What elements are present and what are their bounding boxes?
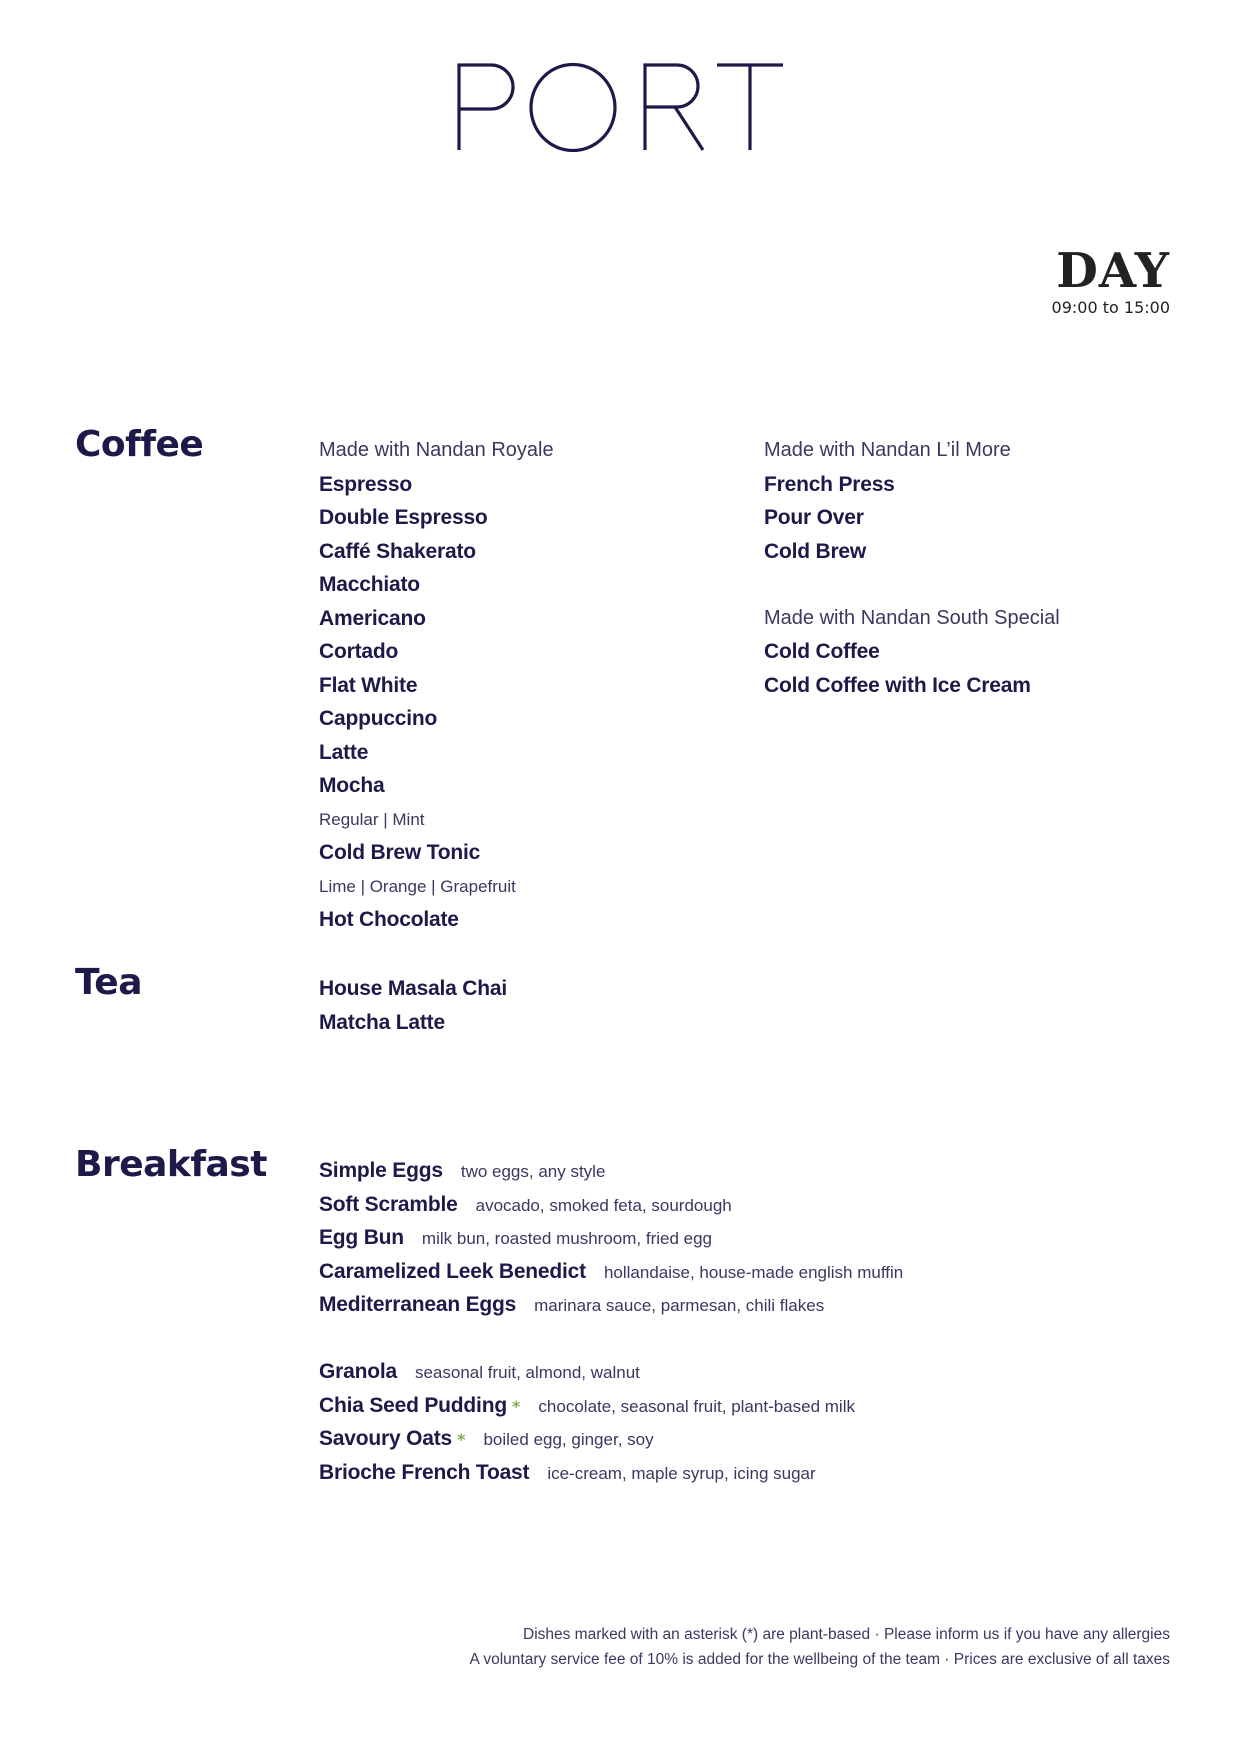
menu-item: Cold Coffee with Ice Cream <box>764 673 1031 697</box>
dish-description: seasonal fruit, almond, walnut <box>414 1363 640 1382</box>
section-title-breakfast: Breakfast <box>75 1144 267 1185</box>
menu-item: Cortado <box>319 640 399 663</box>
spacer <box>764 568 1060 602</box>
menu-item <box>319 1221 903 1255</box>
port-wordmark <box>455 62 785 152</box>
dish-name: Soft Scramble <box>319 1192 458 1216</box>
section-title-tea: Tea <box>75 962 142 1003</box>
section-title-coffee: Coffee <box>75 424 204 465</box>
menu-item: Cappuccino <box>319 707 438 730</box>
footer-line-plant-based: Dishes marked with an asterisk (*) are plant-based · Please inform us if you have any allergies <box>523 1626 1170 1643</box>
dish-description: two eggs, any style <box>460 1162 606 1181</box>
menu-item: Americano <box>319 606 426 630</box>
dish-description: avocado, smoked feta, sourdough <box>475 1195 732 1215</box>
menu-item: Espresso <box>319 472 412 496</box>
menu-item: Mocha <box>319 774 385 797</box>
footer-notes <box>470 1622 1170 1672</box>
menu-item: French Press <box>764 472 895 496</box>
breakfast-column <box>319 1154 903 1489</box>
period-title: DAY <box>1056 243 1170 299</box>
dish-description: hollandaise, house-made english muffin <box>603 1262 904 1282</box>
footer-line-service-fee: A voluntary service fee of 10% is added for the wellbeing of the team · Prices are exclusive of all taxes <box>469 1651 1170 1668</box>
menu-item: Cold Brew <box>764 539 867 563</box>
dish-name: Savoury Oats <box>319 1427 452 1450</box>
brand-logo <box>0 62 1240 152</box>
plant-based-asterisk: * <box>512 1396 521 1416</box>
menu-item: Cold Coffee <box>764 640 880 663</box>
menu-item: Latte <box>319 740 369 764</box>
item-variants: Lime | Orange | Grapefruit <box>319 876 516 896</box>
item-variants: Regular | Mint <box>319 809 425 829</box>
dish-name: Mediterranean Eggs <box>319 1293 517 1316</box>
coffee-subhead: Made with Nandan South Special <box>764 606 1060 629</box>
dish-name: Chia Seed Pudding <box>319 1393 507 1417</box>
plant-based-asterisk: * <box>457 1430 466 1449</box>
menu-item: Cold Brew Tonic <box>319 841 481 864</box>
dish-description: marinara sauce, parmesan, chili flakes <box>534 1296 825 1315</box>
coffee-subhead: Made with Nandan L’il More <box>764 439 1011 461</box>
menu-item <box>319 1422 903 1456</box>
dish-name: Brioche French Toast <box>319 1460 530 1484</box>
dish-description: boiled egg, ginger, soy <box>483 1430 654 1449</box>
dish-name: Simple Eggs <box>319 1159 443 1182</box>
menu-item: Caffé Shakerato <box>319 539 476 563</box>
menu-item: Hot Chocolate <box>319 908 459 931</box>
menu-item <box>319 1188 903 1222</box>
dish-description: ice-cream, maple syrup, icing sugar <box>547 1463 816 1483</box>
service-period <box>1051 243 1170 317</box>
menu-item: Double Espresso <box>319 506 488 529</box>
dish-name: Granola <box>319 1360 397 1383</box>
menu-item: House Masala Chai <box>319 977 507 1000</box>
menu-item: Flat White <box>319 673 418 697</box>
menu-item <box>319 1389 903 1423</box>
coffee-subhead: Made with Nandan Royale <box>319 439 554 461</box>
menu-item: Macchiato <box>319 573 420 596</box>
menu-item <box>319 1355 903 1389</box>
menu-item <box>319 1154 903 1188</box>
dish-description: chocolate, seasonal fruit, plant-based milk <box>538 1396 855 1416</box>
menu-item <box>319 1288 903 1322</box>
tea-column <box>319 972 507 1039</box>
spacer <box>319 1322 903 1356</box>
coffee-column-2 <box>764 434 1060 702</box>
menu-item <box>319 1456 903 1490</box>
menu-item: Pour Over <box>764 506 864 529</box>
dish-name: Caramelized Leek Benedict <box>319 1259 586 1283</box>
coffee-column-1 <box>319 434 554 937</box>
period-hours: 09:00 to 15:00 <box>1051 298 1170 317</box>
menu-item <box>319 1255 903 1289</box>
dish-description: milk bun, roasted mushroom, fried egg <box>421 1229 713 1248</box>
menu-item: Matcha Latte <box>319 1010 445 1034</box>
dish-name: Egg Bun <box>319 1226 404 1249</box>
